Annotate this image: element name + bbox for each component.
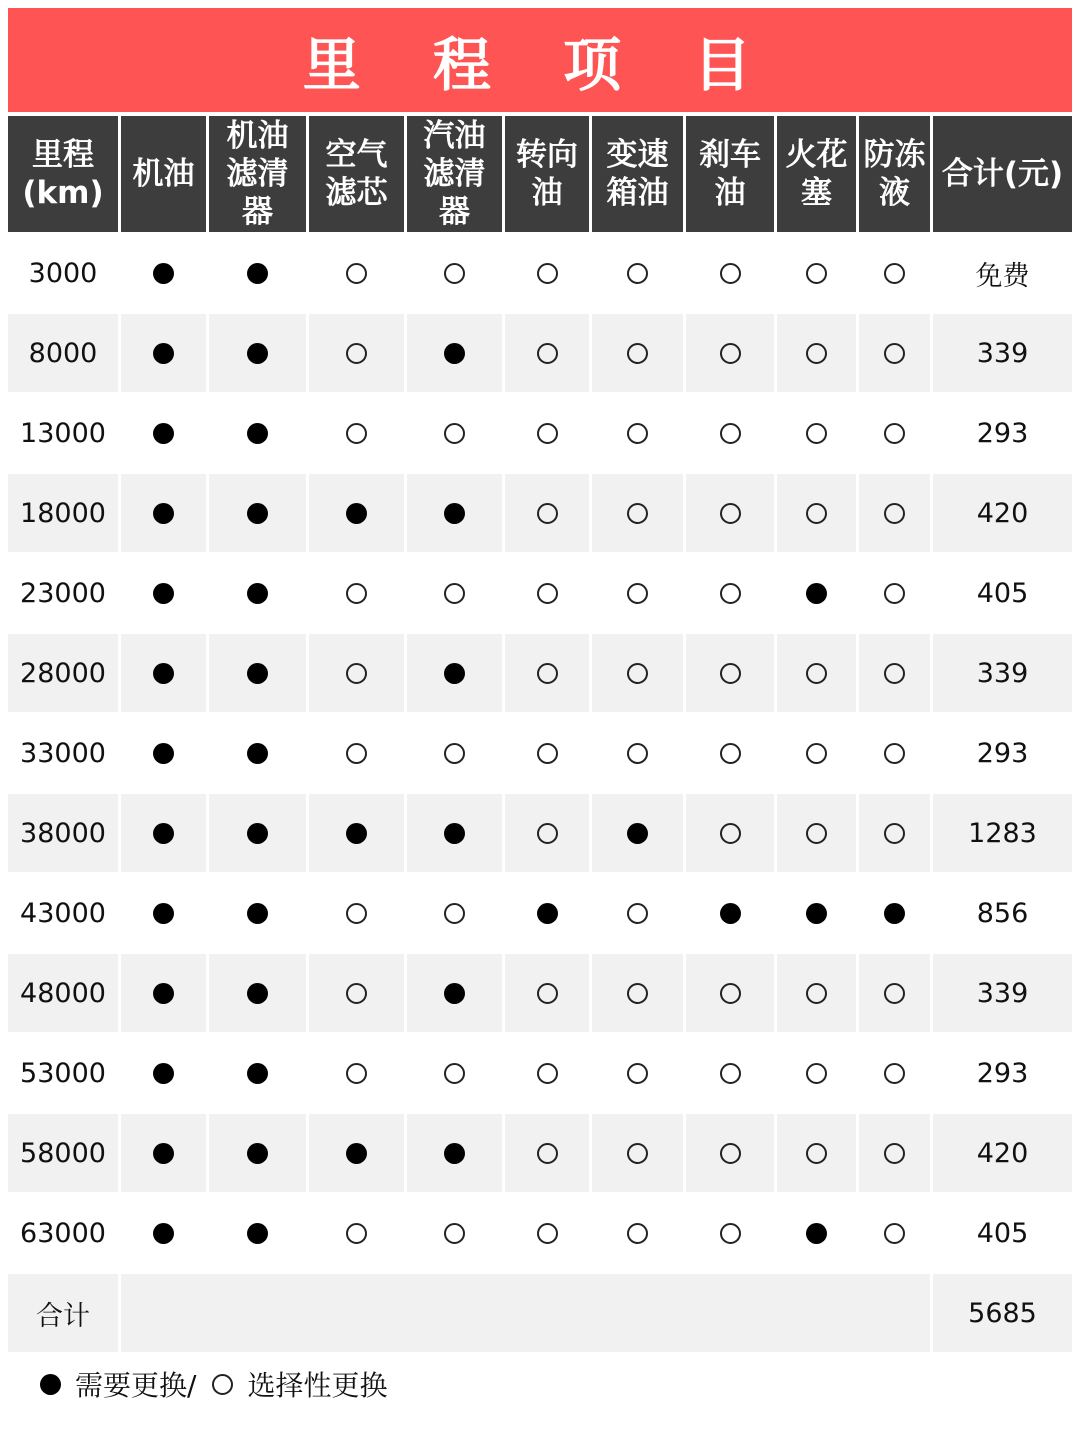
summary-blank xyxy=(121,1274,930,1352)
item-cell xyxy=(407,794,502,872)
empty-circle-icon xyxy=(806,1063,827,1084)
empty-circle-icon xyxy=(884,263,905,284)
item-cell xyxy=(407,234,502,312)
empty-circle-icon xyxy=(537,1223,558,1244)
empty-circle-icon xyxy=(884,983,905,1004)
item-cell xyxy=(121,394,206,472)
filled-dot-icon xyxy=(444,663,465,684)
mileage-cell: 48000 xyxy=(8,954,118,1032)
filled-dot-icon xyxy=(153,903,174,924)
item-cell xyxy=(592,714,683,792)
empty-circle-icon xyxy=(720,503,741,524)
empty-circle-icon xyxy=(346,903,367,924)
item-cell xyxy=(686,1194,774,1272)
filled-dot-icon xyxy=(40,1374,61,1395)
item-cell xyxy=(209,554,306,632)
item-cell xyxy=(592,1194,683,1272)
empty-circle-icon xyxy=(884,1063,905,1084)
item-cell xyxy=(121,714,206,792)
item-cell xyxy=(209,634,306,712)
item-cell xyxy=(859,634,930,712)
item-cell xyxy=(121,1034,206,1112)
mileage-cell: 23000 xyxy=(20,577,106,609)
filled-dot-icon xyxy=(153,343,174,364)
item-cell xyxy=(209,314,306,392)
total-cell: 293 xyxy=(976,1057,1029,1089)
item-cell xyxy=(121,634,206,712)
item-cell xyxy=(309,794,404,872)
empty-circle-icon xyxy=(806,503,827,524)
item-cell xyxy=(505,794,589,872)
column-header: 合计(元) xyxy=(933,116,1072,232)
item-cell xyxy=(686,634,774,712)
item-cell xyxy=(859,1114,930,1192)
item-cell xyxy=(121,234,206,312)
item-cell xyxy=(505,474,589,552)
empty-circle-icon xyxy=(346,423,367,444)
mileage-cell: 28000 xyxy=(8,634,118,712)
item-cell xyxy=(407,714,502,792)
filled-dot-icon xyxy=(247,423,268,444)
mileage-cell: 43000 xyxy=(20,897,106,929)
total-cell: 339 xyxy=(933,954,1072,1032)
empty-circle-icon xyxy=(806,343,827,364)
empty-circle-icon xyxy=(720,343,741,364)
item-cell xyxy=(209,794,306,872)
filled-dot-icon xyxy=(346,1143,367,1164)
item-cell xyxy=(859,1194,930,1272)
empty-circle-icon xyxy=(444,263,465,284)
mileage-cell: 38000 xyxy=(8,794,118,872)
item-cell xyxy=(121,874,206,952)
item-cell xyxy=(686,1034,774,1112)
empty-circle-icon xyxy=(444,1223,465,1244)
column-header: 转向 油 xyxy=(505,116,589,232)
item-cell xyxy=(505,554,589,632)
item-cell xyxy=(686,474,774,552)
item-cell xyxy=(505,874,589,952)
mileage-cell: 13000 xyxy=(20,417,106,449)
total-cell: 856 xyxy=(976,897,1029,929)
empty-circle-icon xyxy=(720,1063,741,1084)
item-cell xyxy=(309,394,404,472)
filled-dot-icon xyxy=(627,823,648,844)
total-cell: 339 xyxy=(933,634,1072,712)
empty-circle-icon xyxy=(806,423,827,444)
empty-circle-icon xyxy=(537,423,558,444)
item-cell xyxy=(686,794,774,872)
item-cell xyxy=(407,474,502,552)
filled-dot-icon xyxy=(153,263,174,284)
empty-circle-icon xyxy=(537,663,558,684)
filled-dot-icon xyxy=(247,983,268,1004)
item-cell xyxy=(592,474,683,552)
item-cell xyxy=(592,954,683,1032)
filled-dot-icon xyxy=(153,1143,174,1164)
filled-dot-icon xyxy=(153,743,174,764)
item-cell xyxy=(777,474,856,552)
item-cell xyxy=(309,474,404,552)
item-cell xyxy=(121,474,206,552)
filled-dot-icon xyxy=(153,503,174,524)
empty-circle-icon xyxy=(884,343,905,364)
column-header: 空气 滤芯 xyxy=(309,116,404,232)
item-cell xyxy=(209,1114,306,1192)
column-header: 汽油 滤清 器 xyxy=(407,116,502,232)
total-cell: 420 xyxy=(933,1114,1072,1192)
item-cell xyxy=(407,314,502,392)
item-cell xyxy=(859,874,930,952)
item-cell xyxy=(592,1114,683,1192)
filled-dot-icon xyxy=(247,743,268,764)
filled-dot-icon xyxy=(444,503,465,524)
filled-dot-icon xyxy=(153,983,174,1004)
empty-circle-icon xyxy=(806,983,827,1004)
item-cell xyxy=(209,874,306,952)
item-cell xyxy=(777,874,856,952)
empty-circle-icon xyxy=(346,983,367,1004)
filled-dot-icon xyxy=(444,343,465,364)
item-cell xyxy=(121,314,206,392)
filled-dot-icon xyxy=(884,903,905,924)
item-cell xyxy=(407,954,502,1032)
summary-label: 合计 xyxy=(8,1274,118,1352)
empty-circle-icon xyxy=(720,743,741,764)
empty-circle-icon xyxy=(444,1063,465,1084)
column-header: 机油 滤清 器 xyxy=(209,116,306,232)
item-cell xyxy=(505,1194,589,1272)
filled-dot-icon xyxy=(153,423,174,444)
summary-value: 5685 xyxy=(933,1274,1072,1352)
item-cell xyxy=(777,234,856,312)
item-cell xyxy=(686,714,774,792)
filled-dot-icon xyxy=(806,1223,827,1244)
item-cell xyxy=(505,714,589,792)
empty-circle-icon xyxy=(346,1063,367,1084)
empty-circle-icon xyxy=(884,423,905,444)
empty-circle-icon xyxy=(346,583,367,604)
empty-circle-icon xyxy=(627,583,648,604)
item-cell xyxy=(686,394,774,472)
item-cell xyxy=(505,634,589,712)
empty-circle-icon xyxy=(720,263,741,284)
empty-circle-icon xyxy=(806,663,827,684)
item-cell xyxy=(686,234,774,312)
filled-dot-icon xyxy=(346,823,367,844)
item-cell xyxy=(309,1034,404,1112)
filled-dot-icon xyxy=(153,823,174,844)
column-header: 防冻 液 xyxy=(859,116,930,232)
legend-optional-label: 选择性更换 xyxy=(247,1369,388,1402)
item-cell xyxy=(592,314,683,392)
empty-circle-icon xyxy=(212,1374,233,1395)
item-cell xyxy=(592,634,683,712)
column-header: 里程 (km) xyxy=(8,116,118,232)
empty-circle-icon xyxy=(720,1223,741,1244)
item-cell xyxy=(209,474,306,552)
filled-dot-icon xyxy=(806,903,827,924)
item-cell xyxy=(686,1114,774,1192)
empty-circle-icon xyxy=(627,1143,648,1164)
empty-circle-icon xyxy=(346,663,367,684)
total-cell: 1283 xyxy=(933,794,1072,872)
item-cell xyxy=(309,314,404,392)
empty-circle-icon xyxy=(346,343,367,364)
item-cell xyxy=(209,234,306,312)
item-cell xyxy=(859,1034,930,1112)
item-cell xyxy=(859,234,930,312)
item-cell xyxy=(505,394,589,472)
item-cell xyxy=(777,1114,856,1192)
legend-required-label: 需要更换/ xyxy=(75,1369,197,1402)
item-cell xyxy=(592,794,683,872)
mileage-cell: 8000 xyxy=(8,314,118,392)
empty-circle-icon xyxy=(537,263,558,284)
item-cell xyxy=(309,234,404,312)
item-cell xyxy=(121,1114,206,1192)
item-cell xyxy=(592,234,683,312)
empty-circle-icon xyxy=(806,263,827,284)
legend xyxy=(40,1364,387,1404)
item-cell xyxy=(777,554,856,632)
item-cell xyxy=(309,1194,404,1272)
empty-circle-icon xyxy=(444,423,465,444)
item-cell xyxy=(686,954,774,1032)
column-header: 火花 塞 xyxy=(777,116,856,232)
filled-dot-icon xyxy=(153,663,174,684)
item-cell xyxy=(209,714,306,792)
mileage-cell: 53000 xyxy=(20,1057,106,1089)
page-title: 里 程 项 目 xyxy=(8,8,1072,112)
item-cell xyxy=(686,314,774,392)
item-cell xyxy=(777,634,856,712)
mileage-cell: 63000 xyxy=(20,1217,106,1249)
empty-circle-icon xyxy=(806,1143,827,1164)
filled-dot-icon xyxy=(247,1223,268,1244)
item-cell xyxy=(777,714,856,792)
filled-dot-icon xyxy=(346,503,367,524)
filled-dot-icon xyxy=(720,903,741,924)
empty-circle-icon xyxy=(537,1143,558,1164)
item-cell xyxy=(121,1194,206,1272)
filled-dot-icon xyxy=(247,903,268,924)
item-cell xyxy=(121,794,206,872)
total-cell: 293 xyxy=(976,417,1029,449)
empty-circle-icon xyxy=(720,983,741,1004)
filled-dot-icon xyxy=(444,983,465,1004)
empty-circle-icon xyxy=(884,743,905,764)
empty-circle-icon xyxy=(720,423,741,444)
filled-dot-icon xyxy=(153,1063,174,1084)
empty-circle-icon xyxy=(627,343,648,364)
item-cell xyxy=(407,874,502,952)
item-cell xyxy=(209,1194,306,1272)
empty-circle-icon xyxy=(627,263,648,284)
item-cell xyxy=(777,1194,856,1272)
item-cell xyxy=(121,954,206,1032)
item-cell xyxy=(407,1194,502,1272)
empty-circle-icon xyxy=(884,583,905,604)
item-cell xyxy=(777,794,856,872)
empty-circle-icon xyxy=(537,983,558,1004)
item-cell xyxy=(309,1114,404,1192)
item-cell xyxy=(407,1114,502,1192)
filled-dot-icon xyxy=(444,1143,465,1164)
empty-circle-icon xyxy=(346,1223,367,1244)
item-cell xyxy=(407,554,502,632)
item-cell xyxy=(686,874,774,952)
empty-circle-icon xyxy=(627,983,648,1004)
filled-dot-icon xyxy=(247,823,268,844)
filled-dot-icon xyxy=(537,903,558,924)
item-cell xyxy=(505,1034,589,1112)
total-cell: 405 xyxy=(976,577,1029,609)
column-header: 刹车 油 xyxy=(686,116,774,232)
item-cell xyxy=(407,1034,502,1112)
item-cell xyxy=(505,1114,589,1192)
mileage-cell: 3000 xyxy=(28,257,98,289)
item-cell xyxy=(309,634,404,712)
item-cell xyxy=(505,314,589,392)
empty-circle-icon xyxy=(627,743,648,764)
filled-dot-icon xyxy=(247,503,268,524)
item-cell xyxy=(121,554,206,632)
column-header: 机油 xyxy=(121,116,206,232)
empty-circle-icon xyxy=(720,1143,741,1164)
empty-circle-icon xyxy=(627,903,648,924)
item-cell xyxy=(859,314,930,392)
filled-dot-icon xyxy=(247,1063,268,1084)
empty-circle-icon xyxy=(537,503,558,524)
item-cell xyxy=(777,314,856,392)
total-cell: 339 xyxy=(933,314,1072,392)
item-cell xyxy=(777,1034,856,1112)
item-cell xyxy=(407,634,502,712)
empty-circle-icon xyxy=(627,423,648,444)
total-cell: 293 xyxy=(976,737,1029,769)
empty-circle-icon xyxy=(720,663,741,684)
empty-circle-icon xyxy=(627,1063,648,1084)
item-cell xyxy=(777,394,856,472)
item-cell xyxy=(859,474,930,552)
item-cell xyxy=(592,874,683,952)
empty-circle-icon xyxy=(884,503,905,524)
filled-dot-icon xyxy=(153,1223,174,1244)
item-cell xyxy=(686,554,774,632)
item-cell xyxy=(505,234,589,312)
empty-circle-icon xyxy=(627,503,648,524)
empty-circle-icon xyxy=(884,823,905,844)
empty-circle-icon xyxy=(627,1223,648,1244)
item-cell xyxy=(777,954,856,1032)
item-cell xyxy=(309,874,404,952)
empty-circle-icon xyxy=(444,583,465,604)
mileage-cell: 58000 xyxy=(8,1114,118,1192)
item-cell xyxy=(209,394,306,472)
item-cell xyxy=(859,554,930,632)
total-cell: 免费 xyxy=(975,260,1030,292)
empty-circle-icon xyxy=(346,743,367,764)
empty-circle-icon xyxy=(884,1143,905,1164)
item-cell xyxy=(592,394,683,472)
filled-dot-icon xyxy=(247,663,268,684)
item-cell xyxy=(859,794,930,872)
empty-circle-icon xyxy=(537,743,558,764)
filled-dot-icon xyxy=(247,343,268,364)
item-cell xyxy=(309,554,404,632)
filled-dot-icon xyxy=(806,583,827,604)
filled-dot-icon xyxy=(247,1143,268,1164)
filled-dot-icon xyxy=(247,583,268,604)
item-cell xyxy=(505,954,589,1032)
empty-circle-icon xyxy=(806,823,827,844)
empty-circle-icon xyxy=(537,343,558,364)
mileage-cell: 33000 xyxy=(20,737,106,769)
item-cell xyxy=(592,1034,683,1112)
filled-dot-icon xyxy=(153,583,174,604)
total-cell: 405 xyxy=(976,1217,1029,1249)
empty-circle-icon xyxy=(444,743,465,764)
empty-circle-icon xyxy=(884,1223,905,1244)
empty-circle-icon xyxy=(537,823,558,844)
item-cell xyxy=(209,1034,306,1112)
item-cell xyxy=(309,954,404,1032)
total-cell: 420 xyxy=(933,474,1072,552)
filled-dot-icon xyxy=(247,263,268,284)
item-cell xyxy=(407,394,502,472)
empty-circle-icon xyxy=(537,1063,558,1084)
item-cell xyxy=(859,954,930,1032)
mileage-cell: 18000 xyxy=(8,474,118,552)
item-cell xyxy=(592,554,683,632)
column-header: 变速 箱油 xyxy=(592,116,683,232)
empty-circle-icon xyxy=(627,663,648,684)
empty-circle-icon xyxy=(537,583,558,604)
item-cell xyxy=(859,714,930,792)
filled-dot-icon xyxy=(444,823,465,844)
item-cell xyxy=(209,954,306,1032)
empty-circle-icon xyxy=(720,583,741,604)
empty-circle-icon xyxy=(884,663,905,684)
empty-circle-icon xyxy=(444,903,465,924)
empty-circle-icon xyxy=(720,823,741,844)
maintenance-table xyxy=(8,116,1072,1346)
empty-circle-icon xyxy=(806,743,827,764)
empty-circle-icon xyxy=(346,263,367,284)
item-cell xyxy=(859,394,930,472)
item-cell xyxy=(309,714,404,792)
